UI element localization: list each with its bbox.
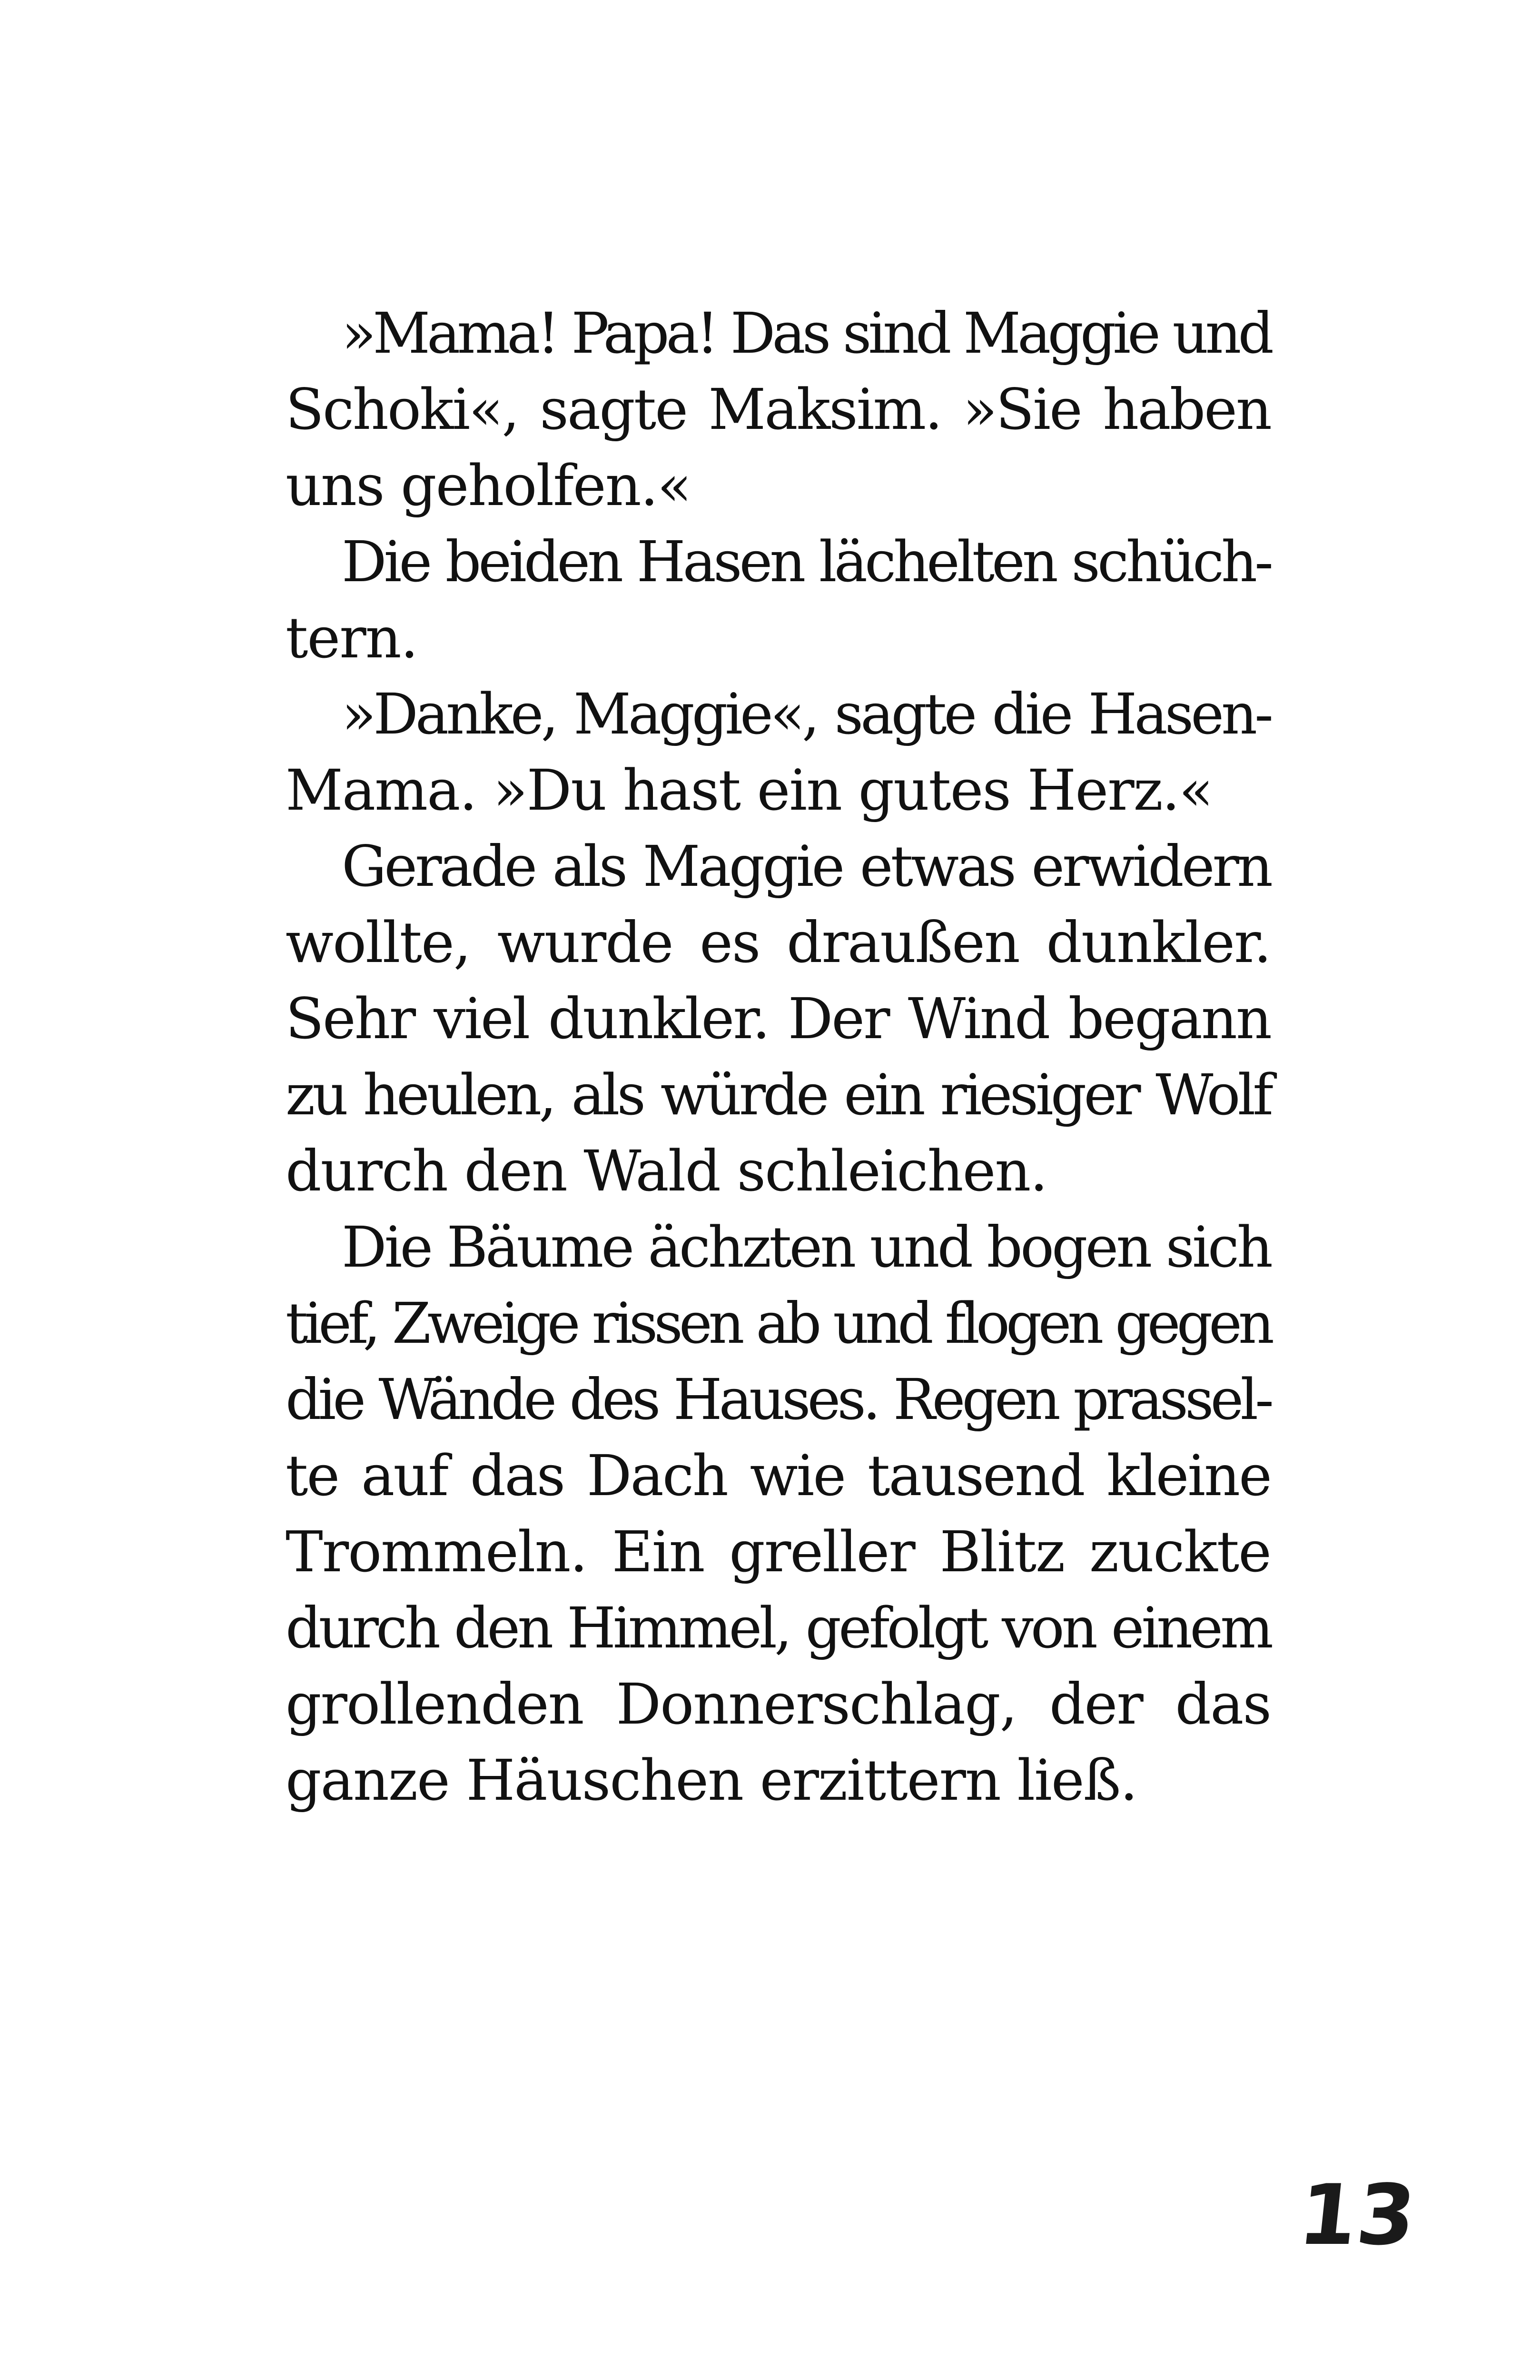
text-line: wollte, wurde es draußen dunkler. bbox=[286, 910, 1271, 975]
text-line: »Mama! Papa! Das sind Maggie und bbox=[342, 300, 1271, 366]
text-line: durch den Himmel, gefolgt von einem bbox=[286, 1595, 1271, 1661]
text-line: »Danke, Maggie«, sagte die Hasen- bbox=[342, 681, 1271, 747]
page-number: 13 bbox=[1294, 2167, 1421, 2264]
text-line: tief, Zweige rissen ab und flogen gegen bbox=[286, 1290, 1271, 1356]
text-line: die Wände des Hauses. Regen prassel- bbox=[286, 1367, 1271, 1432]
text-line: ganze Häuschen erzittern ließ. bbox=[286, 1747, 1137, 1813]
text-line: Gerade als Maggie etwas erwidern bbox=[342, 833, 1271, 899]
text-line: grollenden Donnerschlag, der das bbox=[286, 1671, 1271, 1737]
text-line: Die beiden Hasen lächelten schüch- bbox=[342, 529, 1271, 595]
text-line: uns geholfen.« bbox=[286, 453, 691, 518]
text-line: Mama. »Du hast ein gutes Herz.« bbox=[286, 757, 1213, 823]
text-line: Die Bäume ächzten und bogen sich bbox=[342, 1214, 1271, 1280]
body-text bbox=[286, 295, 1271, 1818]
text-line: Trommeln. Ein greller Blitz zuckte bbox=[286, 1519, 1271, 1585]
text-line: Schoki«, sagte Maksim. »Sie haben bbox=[286, 377, 1271, 442]
text-line: zu heulen, als würde ein riesiger Wolf bbox=[286, 1062, 1271, 1128]
text-line: tern. bbox=[286, 605, 418, 671]
text-line: te auf das Dach wie tausend kleine bbox=[286, 1443, 1271, 1508]
text-line: durch den Wald schleichen. bbox=[286, 1138, 1047, 1204]
text-line: Sehr viel dunkler. Der Wind begann bbox=[286, 986, 1271, 1051]
